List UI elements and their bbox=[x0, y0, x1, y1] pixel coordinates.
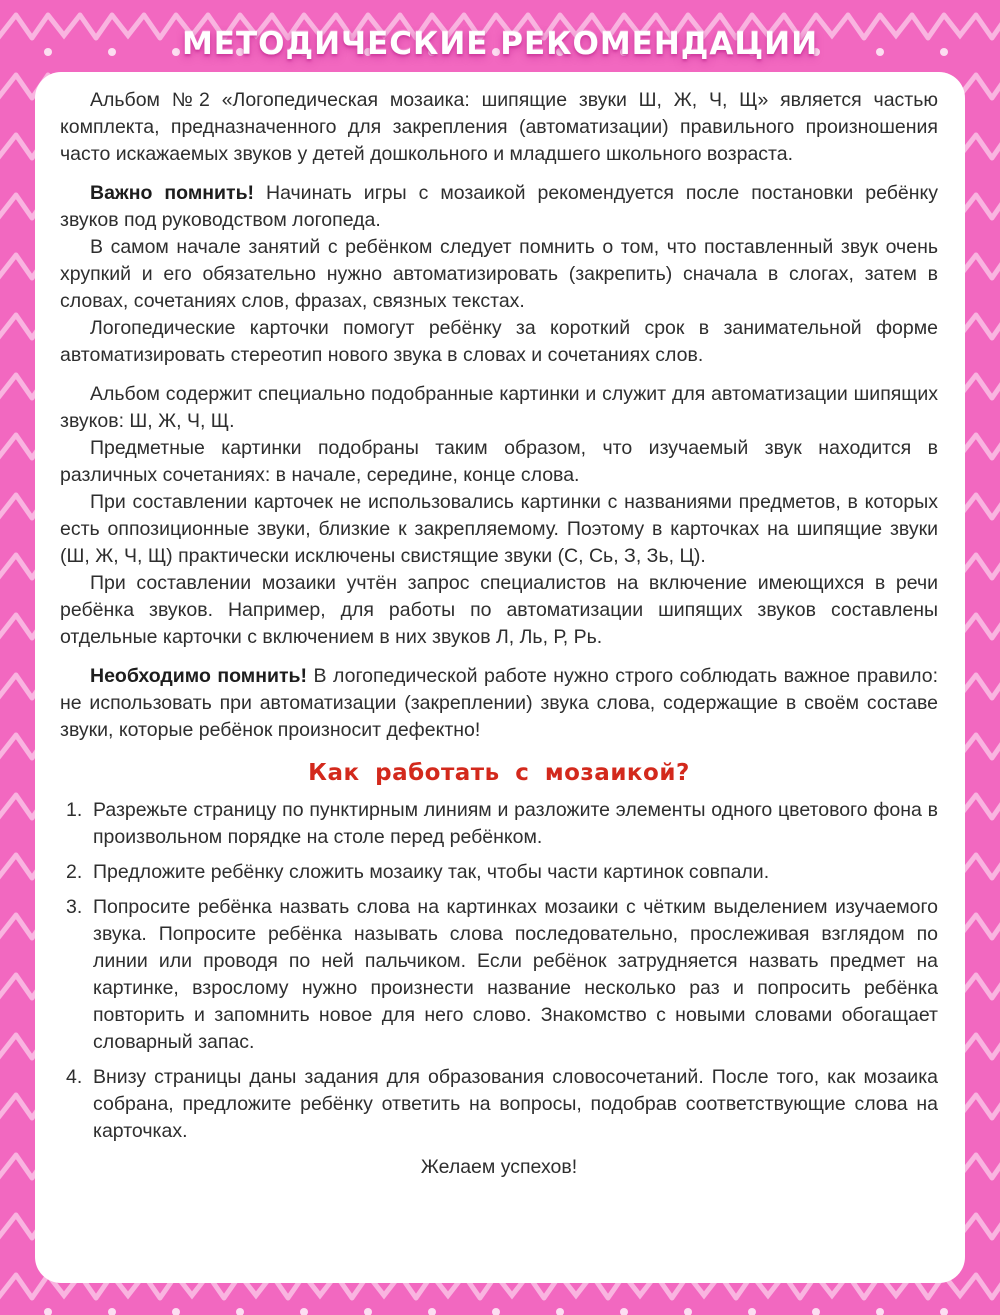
body-paragraph bbox=[60, 435, 938, 489]
paragraph-text: При составлении мозаики учтён запрос специалистов на включение имеющихся в речи ребёнка звуков. Например, для работы по автоматизации шипящих звуков составлены отдельные карточки с включением в них звуков Л, Ль, Р, Рь. bbox=[60, 572, 938, 648]
paragraph-text: В логопедической работе нужно строго соблюдать важное правило: не использовать при автоматизации (закреплении) звука слова, содержащие в своём составе звуки, которые ребёнок произносит дефектно! bbox=[60, 665, 938, 741]
content-card bbox=[35, 72, 965, 1283]
paragraph-text: Начинать игры с мозаикой рекомендуется после постановки ребёнку звуков под руководством логопеда. bbox=[60, 182, 939, 231]
paragraph-text: В самом начале занятий с ребёнком следует помнить о том, что поставленный звук очень хрупкий и его обязательно нужно автоматизировать (закрепить) сначала в слогах, затем в словах, сочетаниях слов, фразах, связных текстах. bbox=[60, 236, 938, 312]
list-item-text: Внизу страницы даны задания для образования словосочетаний. После того, как мозаика собрана, предложите ребёнку ответить на вопросы, подобрав соответствующие слова на карточках. bbox=[93, 1066, 938, 1142]
list-item-number: 4. bbox=[66, 1066, 83, 1088]
list-item bbox=[66, 1064, 938, 1145]
list-item-text: Попросите ребёнка назвать слова на картинках мозаики с чётким выделением изучаемого звука. Попросите ребёнка называть слова последовательно, прослеживая взглядом по линии или проводя по ней пальчиком. Если ребёнок затрудняется назвать предмет на картинке, взрослому нужно произнести название несколько раз и попросить ребёнка повторить и запомнить новое для него слово. Знакомство с новыми словами обогащает словарный запас. bbox=[93, 896, 938, 1053]
paragraph-text: Предметные картинки подобраны таким образом, что изучаемый звук находится в различных сочетаниях: в начале, середине, конце слова. bbox=[60, 437, 938, 486]
list-item-text: Разрежьте страницу по пунктирным линиям и разложите элементы одного цветового фона в произвольном порядке на столе перед ребёнком. bbox=[93, 799, 938, 848]
list-item-number: 2. bbox=[66, 861, 83, 883]
intro-paragraph bbox=[60, 87, 938, 168]
body-paragraph bbox=[60, 315, 938, 369]
paragraph-text: Альбом содержит специально подобранные картинки и служит для автоматизации шипящих звуков: Ш, Ж, Ч, Щ. bbox=[60, 383, 938, 432]
list-item-text: Предложите ребёнку сложить мозаику так, чтобы части картинок совпали. bbox=[93, 861, 770, 883]
list-item bbox=[66, 894, 938, 1056]
important-note-paragraph bbox=[60, 180, 938, 234]
list-item-number: 3. bbox=[66, 896, 83, 918]
necessary-note-paragraph bbox=[60, 663, 938, 744]
closing-wish-text: Желаем успехов! bbox=[420, 1156, 578, 1178]
paragraph-text: Альбом №2 «Логопедическая мозаика: шипящие звуки Ш, Ж, Ч, Щ» является частью комплекта, предназначенного для закрепления (автоматизации) правильного произношения часто искажаемых звуков у детей дошкольного и младшего школьного возраста. bbox=[60, 89, 938, 165]
body-paragraph bbox=[60, 381, 938, 435]
howto-numbered-list bbox=[66, 797, 938, 1145]
page-title: МЕТОДИЧЕСКИЕ РЕКОМЕНДАЦИИ bbox=[181, 26, 819, 62]
body-paragraph bbox=[60, 489, 938, 570]
paragraph-lead-bold: Необходимо помнить! bbox=[90, 665, 308, 687]
list-item bbox=[66, 859, 938, 886]
body-paragraph bbox=[60, 234, 938, 315]
list-item bbox=[66, 797, 938, 851]
list-item-number: 1. bbox=[66, 799, 83, 821]
paragraph-lead-bold: Важно помнить! bbox=[90, 182, 255, 204]
body-paragraph bbox=[60, 570, 938, 651]
paragraph-text: При составлении карточек не использовались картинки с названиями предметов, в которых есть оппозиционные звуки, близкие к закрепляемому. Поэтому в карточках на шипящие звуки (Ш, Ж, Ч, Щ) практически исключены свистящие звуки (С, Сь, З, Зь, Ц). bbox=[60, 491, 938, 567]
section-heading: Как работать с мозаикой? bbox=[308, 760, 690, 786]
paragraph-text: Логопедические карточки помогут ребёнку за короткий срок в занимательной форме автоматизировать стереотип нового звука в словах и сочетаниях слов. bbox=[60, 317, 938, 366]
